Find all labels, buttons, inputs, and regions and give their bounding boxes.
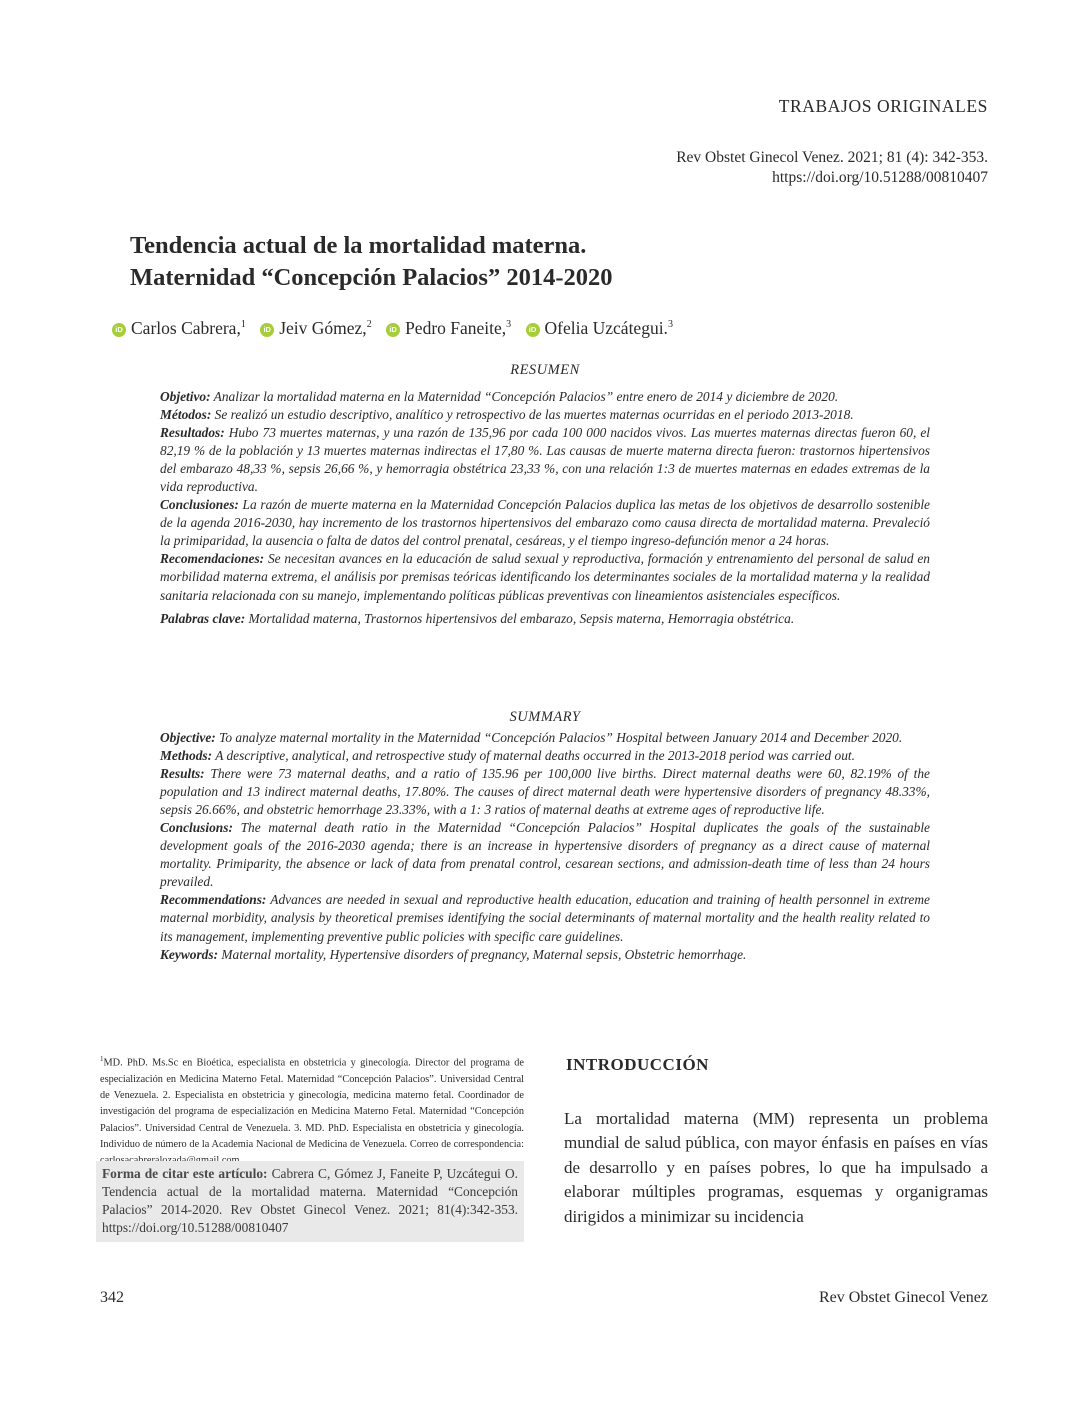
conclusiones-label: Conclusiones: xyxy=(160,497,239,513)
doi-link[interactable]: https://doi.org/10.51288/00810407 xyxy=(772,169,988,186)
author-name: Jeiv Gómez, xyxy=(279,318,367,338)
author xyxy=(112,318,246,339)
introduction-heading: INTRODUCCIÓN xyxy=(566,1055,709,1074)
resumen-resultados xyxy=(160,424,930,496)
resumen-conclusiones xyxy=(160,496,930,550)
author xyxy=(526,318,673,339)
author xyxy=(386,318,511,339)
resumen-metodos xyxy=(160,406,930,424)
summary-body xyxy=(160,729,930,964)
results-label: Results: xyxy=(160,766,205,782)
conclusiones-text: La razón de muerte materna en la Maternidad Concepción Palacios duplica las metas de los objetivos de desarrollo sostenible de la agenda 2016-2030, hay incremento de los trastornos hipertensivos del embarazo como causa directa de mortalidad materna. Prevaleció la primiparidad, la ausencia o falta de datos del control prenatal, cesáreas, y el tiempo ingreso-defunción menor a 24 horas. xyxy=(160,497,930,549)
author-affiliation: 3 xyxy=(667,319,673,331)
author-name: Carlos Cabrera, xyxy=(131,318,241,338)
footnote-marker: 1 xyxy=(100,1055,104,1063)
summary-recommendations xyxy=(160,891,930,945)
summary-keywords xyxy=(160,946,930,964)
orcid-icon[interactable]: iD xyxy=(260,323,274,337)
palabras-label: Palabras clave: xyxy=(160,610,246,626)
metodos-label: Métodos: xyxy=(160,407,212,423)
resumen-objetivo xyxy=(160,388,930,406)
article-title xyxy=(130,230,960,294)
keywords-text: Maternal mortality, Hypertensive disorders of pregnancy, Maternal sepsis, Obstetric hemorrhage. xyxy=(218,946,747,962)
summary-conclusions xyxy=(160,819,930,891)
author-list xyxy=(112,318,683,339)
author-name: Ofelia Uzcátegui. xyxy=(544,318,668,338)
page-number: 342 xyxy=(100,1289,124,1306)
recomendaciones-label: Recomendaciones: xyxy=(160,551,265,567)
orcid-icon[interactable]: iD xyxy=(526,323,540,337)
citation-volume: Rev Obstet Ginecol Venez. 2021; 81 (4): 342-353. xyxy=(676,149,988,166)
methods-label: Methods: xyxy=(160,748,213,764)
journal-citation xyxy=(676,148,988,188)
resultados-label: Resultados: xyxy=(160,425,225,441)
resumen-palabras-clave xyxy=(160,610,930,628)
footnote-text: MD. PhD. Ms.Sc en Bioética, especialista en obstetricia y ginecología. Director del programa de especialización en Medicina Materno Fetal. Maternidad “Concepción Palacios”. Universidad Central de Venezuela. 2. Especialista en obstetricia y ginecología, medicina materno fetal. Coordinador de investigación del programa de especialización en Medicina Materno Fetal. Maternidad “Concepción Palacios”. Universidad Central de Venezuela. 3. MD. PhD. Especialista en obstetricia y ginecología. Individuo de número de la Academia Nacional de Medicina de Venezuela. Correo de correspondencia: xyxy=(100,1057,524,1150)
title-line-1: Tendencia actual de la mortalidad materna. xyxy=(130,232,587,259)
results-text: There were 73 maternal deaths, and a ratio of 135.96 per 100,000 live births. Direct maternal deaths were 60, 82.19% of the population and 13 indirect maternal deaths, 17.80%. The causes of direct maternal death were hypertensive disorders of pregnancy 48.33%, sepsis 26.66%, and obstetric hemorrhage 23.33%, with a 1: 3 ratios of maternal deaths at extreme ages of reproductive life. xyxy=(160,766,930,818)
how-to-cite-label: Forma de citar este artículo: xyxy=(102,1166,268,1181)
author-affiliation: 3 xyxy=(506,319,512,331)
metodos-text: Se realizó un estudio descriptivo, analítico y retrospectivo de las muertes maternas ocurridas en el periodo 2013-2018. xyxy=(211,407,854,423)
how-to-cite-text: Cabrera C, Gómez J, Faneite P, Uzcátegui O. Tendencia actual de la mortalidad materna. Maternidad “Concepción Palacios” 2014-2020. Rev Obstet Ginecol Venez. 2021; 81(4):342-353. https://doi.org/10.51288/00810407 xyxy=(102,1166,518,1235)
recomendaciones-text: Se necesitan avances en la educación de salud sexual y reproductiva, formación y entrenamiento del personal de salud en morbilidad materna extrema, el análisis por premisas teóricas identificando los determinantes sociales de la mortalidad materna y la realidad sanitaria relacionada con su manejo, implementando políticas públicas preventivas con lineamientos asistenciales específicos. xyxy=(160,551,930,603)
section-label: TRABAJOS ORIGINALES xyxy=(778,96,988,116)
conclusions-label: Conclusions: xyxy=(160,820,233,836)
objetivo-text: Analizar la mortalidad materna en la Maternidad “Concepción Palacios” entre enero de 2014 y diciembre de 2020. xyxy=(210,389,839,404)
objective-text: To analyze maternal mortality in the Maternidad “Concepción Palacios” Hospital between January 2014 and December 2020. xyxy=(215,730,903,745)
orcid-icon[interactable]: iD xyxy=(386,323,400,337)
summary-results xyxy=(160,765,930,819)
summary-objective xyxy=(160,729,930,747)
author-affiliation: 1 xyxy=(240,319,246,331)
summary-methods xyxy=(160,747,930,765)
introduction-text: La mortalidad materna (MM) representa un problema mundial de salud pública, con mayor énfasis en países en vías de desarrollo y en países pobres, lo que ha impulsado a elaborar múltiples programas, esquemas y organigramas dirigidos a minimizar su incidencia xyxy=(564,1109,988,1226)
keywords-label: Keywords: xyxy=(160,946,219,962)
resumen-heading: RESUMEN xyxy=(510,362,580,378)
conclusions-text: The maternal death ratio in the Maternidad “Concepción Palacios” Hospital duplicates the goals of the sustainable development goals of the 2016-2030 agenda; there is an increase in hypertensive disorders of pregnancy as a direct cause of maternal mortality. Primiparity, the absence or lack of data from prenatal control, cesarean sections, and admission-death time of less than 24 hours prevailed. xyxy=(160,820,930,890)
footer-journal-name: Rev Obstet Ginecol Venez xyxy=(819,1289,988,1306)
author-name: Pedro Faneite, xyxy=(405,318,507,338)
author-affiliation: 2 xyxy=(366,319,372,331)
orcid-icon[interactable]: iD xyxy=(112,323,126,337)
resumen-recomendaciones xyxy=(160,550,930,604)
author xyxy=(260,318,371,339)
palabras-text: Mortalidad materna, Trastornos hipertensivos del embarazo, Sepsis materna, Hemorragia obstétrica. xyxy=(245,610,795,626)
how-to-cite-box xyxy=(96,1161,524,1242)
affiliations-footnote xyxy=(100,1051,524,1170)
resultados-text: Hubo 73 muertes maternas, y una razón de 135,96 por cada 100 000 nacidos vivos. Las muertes maternas directas fueron 60, el 82,19 % de la población y 13 muertes maternas indirectas el 17,80 %. Las causas de muerte materna directa fueron: trastornos hipertensivos del embarazo 48,33 %, sepsis 26,66 %, y hemorragia obstétrica 23,33 %, con una relación 1:3 de muertes maternas en edades extremas de la vida reproductiva. xyxy=(160,425,930,495)
objetivo-label: Objetivo: xyxy=(160,389,211,404)
methods-text: A descriptive, analytical, and retrospective study of maternal deaths occurred in the 2013-2018 period was carried out. xyxy=(212,748,855,764)
objective-label: Objective: xyxy=(160,730,216,745)
summary-heading: SUMMARY xyxy=(509,709,581,725)
recommendations-text: Advances are needed in sexual and reproductive health education, education and training of health personnel in extreme maternal morbidity, analysis by theoretical premises identifying the social determinants of maternal mortality and the health reality related to its management, implementing preventive public policies with specific care guidelines. xyxy=(160,892,930,944)
resumen-body xyxy=(160,388,930,628)
title-line-2: Maternidad “Concepción Palacios” 2014-2020 xyxy=(130,264,613,291)
recommendations-label: Recommendations: xyxy=(160,892,267,908)
